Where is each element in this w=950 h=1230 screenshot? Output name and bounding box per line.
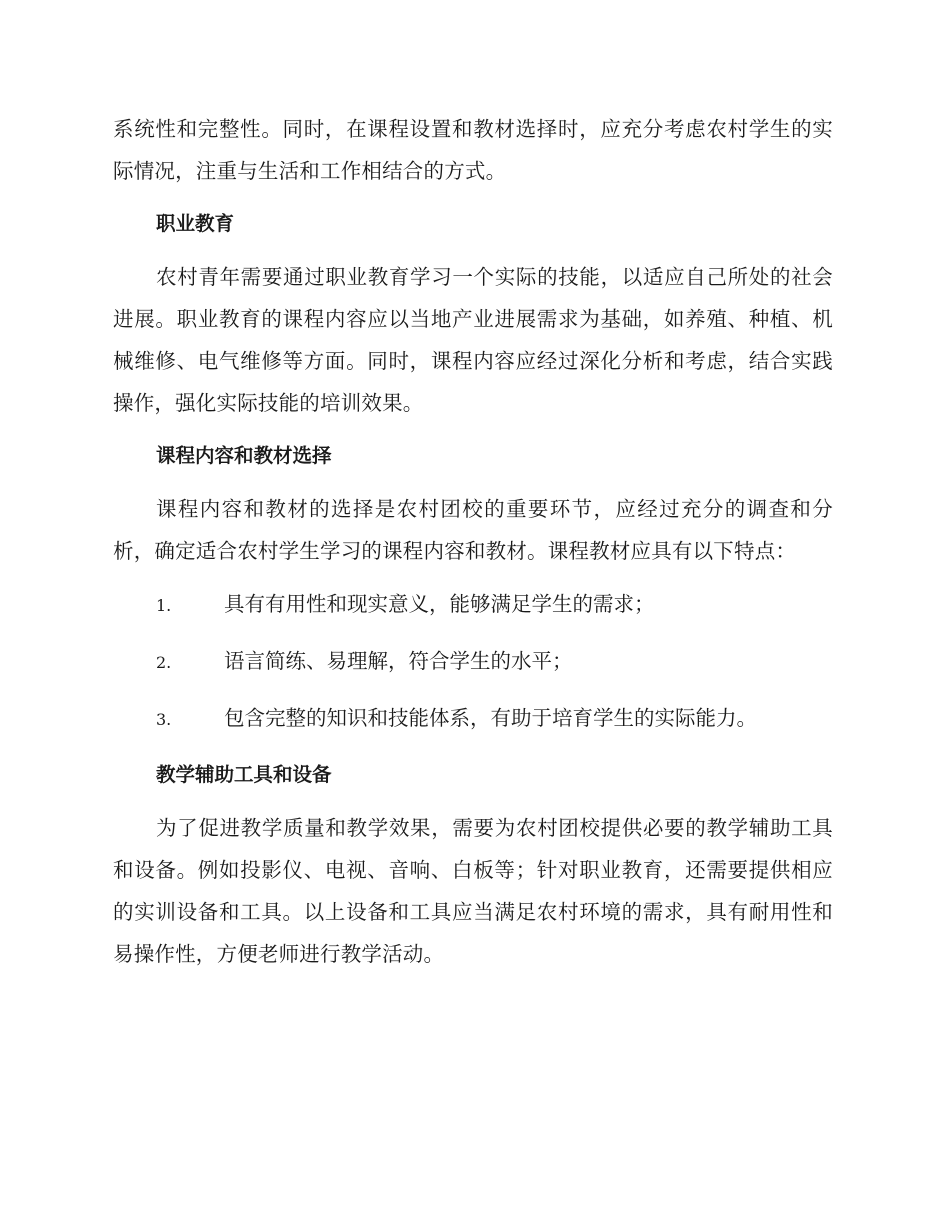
paragraph-vocational-education: 农村青年需要通过职业教育学习一个实际的技能，以适应自己所处的社会进展。职业教育的课程内容应以当地产业进展需求为基础，如养殖、种植、机械维修、电气维修等方面。同时，课程内容应经过深化分析和考虑，结合实践操作，强化实际技能的培训效果。 bbox=[113, 265, 833, 415]
list-item bbox=[113, 640, 833, 684]
paragraph-teaching-tools: 为了促进教学质量和教学效果，需要为农村团校提供必要的教学辅助工具和设备。例如投影仪、电视、音响、白板等；针对职业教育，还需要提供相应的实训设备和工具。以上设备和工具应当满足农村环境的需求，具有耐用性和易操作性，方便老师进行教学活动。 bbox=[113, 816, 833, 966]
list-item-text: 包含完整的知识和技能体系，有助于培育学生的实际能力。 bbox=[224, 706, 757, 730]
list-item-number: 2. bbox=[156, 653, 172, 672]
section-heading-teaching-tools: 教学辅助工具和设备 bbox=[156, 763, 332, 786]
section-heading-course-content: 课程内容和教材选择 bbox=[156, 444, 332, 467]
section-heading-vocational-education: 职业教育 bbox=[156, 212, 235, 235]
list-item bbox=[113, 583, 833, 627]
list-item-text: 语言简练、易理解，符合学生的水平； bbox=[224, 649, 573, 673]
paragraph-course-content: 课程内容和教材的选择是农村团校的重要环节，应经过充分的调查和分析，确定适合农村学生学习的课程内容和教材。课程教材应具有以下特点： bbox=[113, 497, 833, 563]
list-item-text: 具有有用性和现实意义，能够满足学生的需求； bbox=[224, 592, 655, 616]
feature-list bbox=[113, 583, 833, 741]
list-item-number: 1. bbox=[156, 596, 172, 615]
list-item-number: 3. bbox=[156, 710, 172, 729]
document-page bbox=[113, 108, 833, 986]
paragraph-continuation: 系统性和完整性。同时，在课程设置和教材选择时，应充分考虑农村学生的实际情况，注重与生活和工作相结合的方式。 bbox=[113, 117, 833, 183]
list-item bbox=[113, 697, 833, 741]
